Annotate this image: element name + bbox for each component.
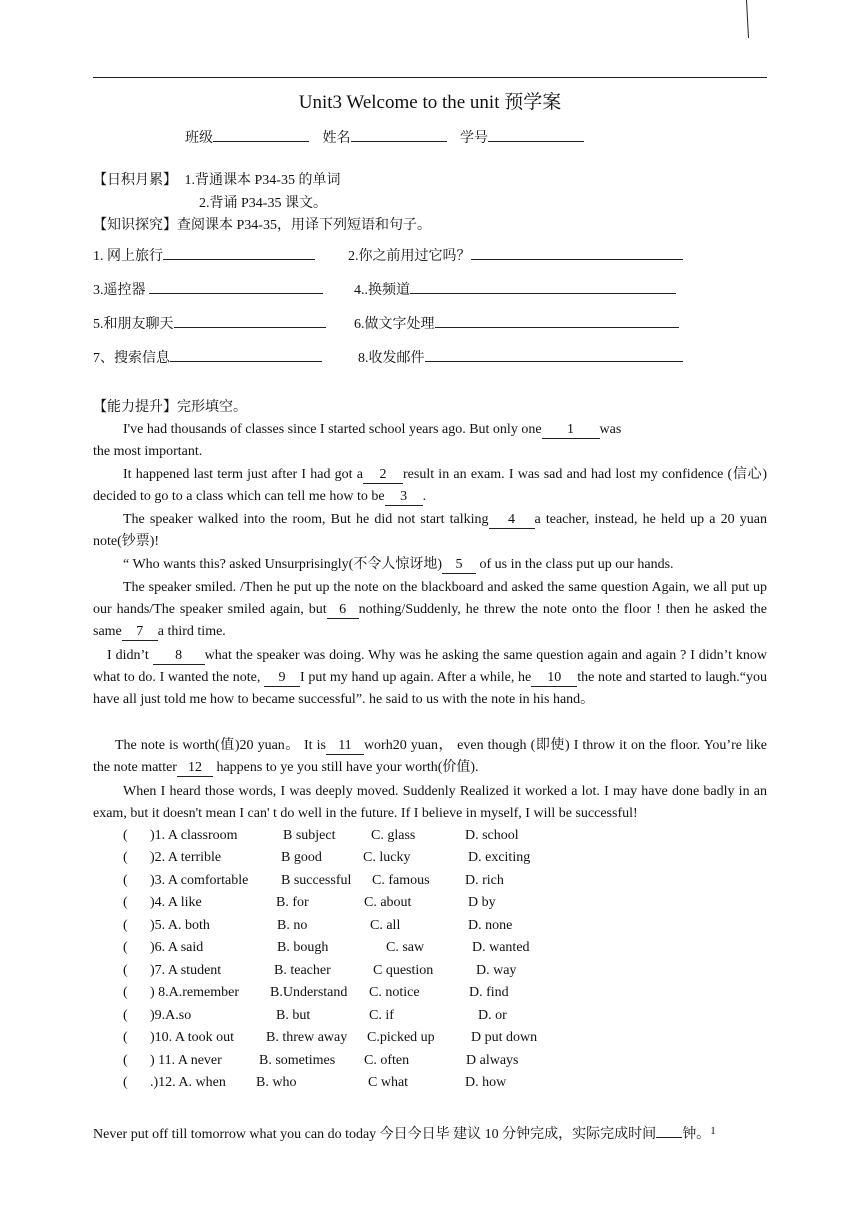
id-blank — [488, 126, 584, 142]
id-label: 学号 — [460, 131, 488, 146]
knowledge-heading: 【知识探究】查阅课本 P34-35，用译下列短语和句子。 — [93, 218, 431, 233]
knowledge-item: 3.遥控器 — [93, 283, 146, 298]
cloze-paragraph: The note is worth(值)20 yuan。 It is 11 worh20 yuan， even though (即使) I throw it on the floor. You’re like the note matter 12 happens to ye you still have your worth(价值). — [93, 738, 768, 775]
cloze-paragraph: It happened last term just after I had got a 2 result in an exam. I was sad and had lost my confidence (信心) decided to go to a class which can tell me how to be 3 . — [93, 467, 767, 504]
daily-item-1: 1.背通课本 P34-35 的单词 — [184, 173, 341, 188]
cloze-paragraph: I didn’t 8 what the speaker was doing. Why was he asking the same question again and again ? I didn’t know what to do. I wanted the note, 9 I put my hand up again. After a while, he 10 the note and started to laugh.“you have all just told me how to became successful”. he said to us with the note in his hand。 — [93, 648, 768, 707]
cloze-paragraph: the most important. — [93, 444, 203, 459]
cloze-paragraph: “ Who wants this? asked Unsurprisingly(不令人惊讶地) 5 of us in the class put up our hands. — [123, 557, 674, 572]
knowledge-item: 1. 网上旅行 — [93, 249, 163, 264]
knowledge-item: 4..换频道 — [354, 283, 410, 298]
knowledge-row — [93, 244, 471, 268]
knowledge-row — [93, 346, 425, 370]
cloze-paragraph: The speaker smiled. /Then he put up the note on the blackboard and asked the same question Again, we all put up our hands/The speaker smiled again, but 6 nothing/Suddenly, he threw the note onto the floor ! then he asked the same 7 a third time. — [93, 580, 767, 639]
page-title: Unit3 Welcome to the unit 预学案 — [298, 92, 562, 113]
blank-9: 9 — [264, 670, 300, 687]
blank-11: 11 — [326, 738, 364, 755]
page-number: 1 — [710, 1125, 716, 1137]
cloze-paragraph: I've had thousands of classes since I started school years ago. But only one 1 was — [123, 422, 622, 437]
blank-10: 10 — [531, 670, 577, 687]
knowledge-item: 7、搜索信息 — [93, 351, 170, 366]
corner-mark — [746, 0, 749, 38]
blank-8: 8 — [153, 648, 205, 665]
name-label: 姓名 — [322, 131, 351, 146]
blank-2: 2 — [363, 467, 403, 484]
knowledge-item: 5.和朋友聊天 — [93, 317, 174, 332]
cloze-paragraph: The speaker walked into the room, But he did not start talking 4 a teacher, instead, he held up a 20 yuan note(钞票)! — [93, 512, 767, 549]
daily-section — [93, 170, 340, 192]
knowledge-item: 8.收发邮件 — [358, 351, 425, 366]
cloze-paragraph: When I heard those words, I was deeply moved. Suddenly Realized it worked a lot. I may have done badly in an exam, but it doesn't mean I can' t do well in the future. If I believe in myself, I will be successful! — [93, 784, 767, 821]
class-label: 班级 — [185, 131, 213, 146]
blank-4: 4 — [489, 512, 535, 529]
student-info-line — [185, 126, 584, 150]
knowledge-row — [93, 278, 410, 302]
cloze-heading: 【能力提升】完形填空。 — [93, 400, 247, 415]
daily-tag: 【日积月累】 — [93, 173, 177, 188]
knowledge-row — [93, 312, 435, 336]
daily-item-2: 2.背诵 P34-35 课文。 — [199, 196, 327, 211]
header-rule — [93, 77, 767, 78]
blank-7: 7 — [122, 624, 158, 641]
name-blank — [351, 126, 447, 142]
blank-12: 12 — [177, 760, 213, 777]
blank-1: 1 — [542, 422, 600, 439]
time-blank — [656, 1122, 682, 1138]
knowledge-item: 2.你之前用过它吗？ — [348, 249, 471, 264]
blank-3: 3 — [385, 489, 423, 506]
footer-motto: Never put off till tomorrow what you can do today 今日今日毕 建议 10 分钟完成，实际完成时间 钟。$^1$ — [93, 1120, 716, 1146]
class-blank — [213, 126, 309, 142]
blank-5: 5 — [442, 557, 476, 574]
blank-6: 6 — [327, 602, 359, 619]
knowledge-item: 6.做文字处理 — [354, 317, 435, 332]
